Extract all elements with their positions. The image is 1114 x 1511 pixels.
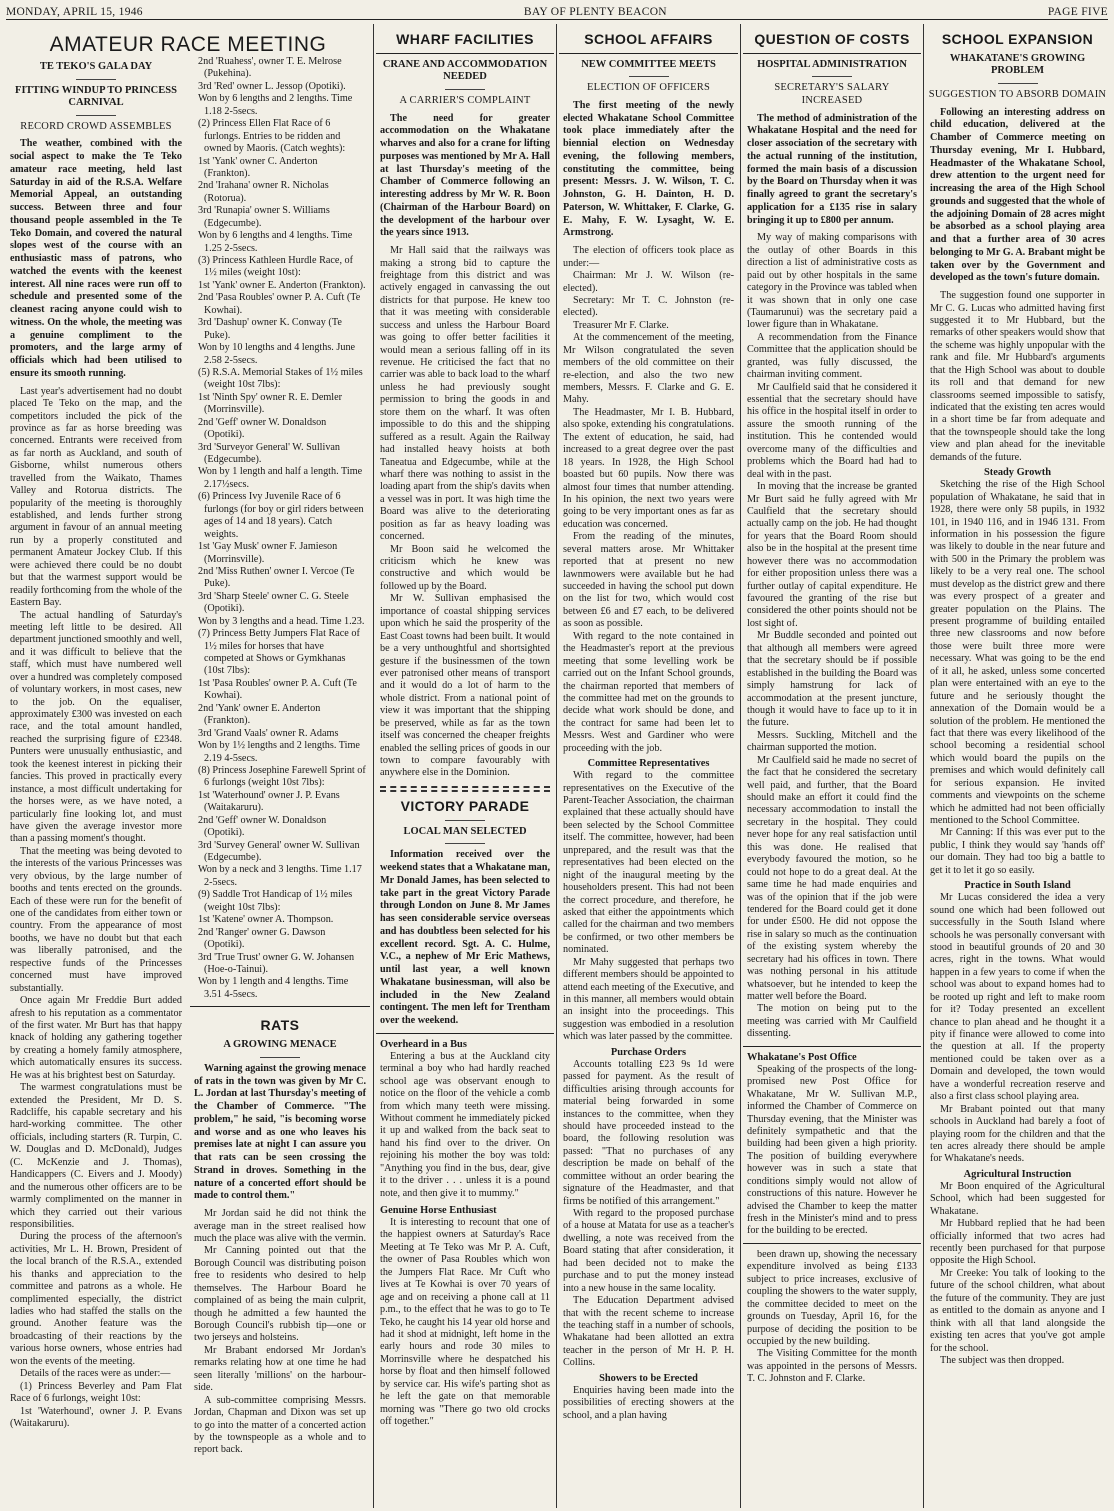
masthead-date: MONDAY, APRIL 15, 1946 xyxy=(6,6,143,18)
race-subhead-2: FITTING WINDUP TO PRINCESS CARNIVAL xyxy=(15,84,177,109)
victory-headline: VICTORY PARADE xyxy=(400,797,530,814)
school-paragraph: With regard to the committee representatives on the Executive of the Parent-Teacher Association, the chairman explained that these actually should have been selected by the School Committee itself. The committee, however, had been unprepared, and the result was that the representatives had been elected on the night of the inaugural meeting by the householders present. This had not been the correct procedure, and therefore, he asked that either the appointments which called for the chairman and two members be confirmed, or two other members be nominated. xyxy=(563,770,734,956)
rats-paragraph: Mr Brabant endorsed Mr Jordan's remarks relating how at one time he had seen literally 'millions' on the harbour-side. xyxy=(194,1344,366,1394)
column-rule xyxy=(740,24,741,1508)
costs-paragraph: A recommendation from the Finance Committee that the application should be granted, was fully discussed, the chairman inviting comment. xyxy=(747,331,917,381)
wharf-paragraph: Mr Hall said that the railways was making a strong bid to capture the freightage from this district and was actively engaged in canvassing the out districts for that purpose. He knew too that it was meeting with considerable success and unless the Harbour Board was going to offer better facilities it would mean a serious falling off in its revenue. He criticised the fact that no carrier was able to back load to the wharf unless he had previously sought permission to bring the goods in and store them on the wharf. It was often impossible to do this and the shipping suffered as a result. Again the Railway had installed heavy hoists at both Taneatua and Edgecumbe, while at the wharf there was nothing to assist in the loading apart from the ship's davits when a vessel was in port. It was high time the Board was alive to the deteriorating position as far as heavy loading was concerned. xyxy=(380,245,550,543)
expansion-subhead-2: SUGGESTION TO ABSORB DOMAIN xyxy=(928,88,1107,100)
wavy-divider xyxy=(380,786,550,792)
school-paragraph: Treasurer Mr F. Clarke. xyxy=(573,319,669,331)
costs-paragraph: Mr Caulfield said he made no secret of the fact that he considered the secretary well paid, and further, that the Board should make an effort it could find the necessary accommodation to install the secretary in the hospital. They could never hope for any real satisfaction until this was done. He realised that everybody favoured the motion, so he could not hope to do a great deal. At the same time he had made enquiries and was of the opinion that if the job were tendered for the Board could get it done for under £500. He did not oppose the rise in salary so much as the continuation of the existing system whereby the secretary had his offices in town. There was nothing personal in his attitude whatsoever, but he intended to keep the matter well before the Board. xyxy=(747,754,917,1003)
race-result: 1st 'Ninth Spy' owner R. E. Demler (Morrinsville). xyxy=(198,391,343,416)
school-heading-4: Showers to be Erected xyxy=(599,1372,698,1384)
costs-headline: QUESTION OF COSTS xyxy=(754,31,910,47)
wharf-lead: The need for greater accommodation on the Whakatane wharves and also for a crane for lifting purposes was mentioned by Mr A. Hall at last Thursday's meeting of the Chamber of Commerce following an interesting address by Mr W. R. Boon (Chairman of the Harbour Board) on the development of the harbour over the years since 1913. xyxy=(380,112,550,239)
race-result: 2nd 'Irahana' owner R. Nicholas (Rotorua). xyxy=(198,180,329,204)
race-result: Won by 6 lengths and 2 lengths. Time 1.18 2-5secs. xyxy=(198,93,353,117)
expansion-paragraph: Mr Boon enquired of the Agricultural School, which had been suggested for Whakatane. xyxy=(930,1180,1105,1217)
expansion-paragraph: Mr Canning: If this was ever put to the public, I think they would say 'hands off' our domain. They had too big a battle to get it to let it go so easily. xyxy=(930,827,1105,876)
column-4 xyxy=(559,25,738,1507)
school-paragraph: At the commencement of the meeting, Mr Wilson congratulated the seven members of the old committee on their re-election, and also the two new members, Messrs. F. Clarke and G. E. Mahy. xyxy=(563,332,734,406)
school-paragraph: The election of officers took place as under:— xyxy=(563,245,734,269)
column-5 xyxy=(743,25,921,1507)
race-result: 2nd 'Ruahess', owner T. E. Melrose (Pukehina). xyxy=(198,56,342,80)
divider xyxy=(376,53,554,54)
race-result: 2nd 'Geff' owner W. Donaldson (Opotiki). xyxy=(198,814,327,839)
victory-lead: Information received over the weekend states that a Whakatane man, Mr Donald James, has been selected to take part in the great Victory Parade through London on June 8. Mr James has seen considerable service overseas and has doubtless been selected for his excellent record. Sgt. A. C. Hulme, V.C., a nephew of Mr Eric Mathews, until last year, a well known Whakatane businessman, will also be included in the New Zealand contingent. The men left for Trentham over the weekend. xyxy=(380,849,550,1027)
divider xyxy=(376,1033,554,1034)
expansion-subhead-1: WHAKATANE'S GROWING PROBLEM xyxy=(949,52,1086,77)
school-paragraph: Enquiries having been made into the possibilities of erecting showers at the school, and a plan having xyxy=(563,1384,734,1421)
race-result: 1st 'Gay Musk' owner F. Jamieson (Morrinsville). xyxy=(198,541,338,565)
divider xyxy=(445,843,485,844)
divider xyxy=(743,1046,921,1047)
school-paragraph: With regard to the note contained in the Headmaster's report at the previous meeting that some levelling work be carried out on the Infant School grounds, the chairman reported that members of the committee had met on the grounds to decide what work should be done, and the contract for same had been let to Messrs. West and Gardiner who were proceeding with the job. xyxy=(563,630,734,754)
divider xyxy=(743,1243,921,1244)
bus-heading: Overheard in a Bus xyxy=(380,1038,467,1050)
race-paragraph: The actual handling of Saturday's meeting left little to be desired. All department junctioned smoothly and well, and it was difficult to believe that the staff, which must have numbered well over a hundred was completely composed of voluntary workers, in most cases, new to the job. On the equaliser, approximately £300 was invested on each race, and the total amount handled, reached the surprising figure of £2348. Punters were unusually enthusiastic, and took the keenest interest in picking their fancies. This proved in practically every instance, a most difficult undertaking for the horses were, as we have noted, a particularly fine looking lot, and must have given the average investor more than a passing moment's thought. xyxy=(10,609,182,845)
costs-subhead-2: SECRETARY'S SALARY INCREASED xyxy=(774,82,890,106)
race-result: 3rd 'Grand Vaals' owner R. Adams xyxy=(198,727,339,739)
school-paragraph: Mr Mahy suggested that perhaps two different members should be appointed to attend each meeting of the Executive, and in this manner, all members would obtain an insight into the proceedings. This suggestion was embodied in a resolution which was later passed by the committee. xyxy=(563,956,734,1043)
costs-subhead-1: HOSPITAL ADMINISTRATION xyxy=(757,58,907,70)
divider xyxy=(812,76,852,77)
race-result: 3rd 'Red' owner L. Jessop (Opotiki). xyxy=(198,80,346,92)
expansion-headline: SCHOOL EXPANSION xyxy=(941,31,1094,47)
race-result: Won by 10 lengths and 4 lengths. June 2.58 2-5secs. xyxy=(198,342,356,366)
post-office-heading: Whakatane's Post Office xyxy=(747,1051,857,1063)
rats-paragraph: A sub-committee comprising Messrs. Jordan, Chapman and Dixon was set up to go into the matter of a concerted action by the townspeople as a whole and to report back. xyxy=(194,1394,366,1456)
race-result: 1st 'Waterhound' owner J. P. Evans (Waitakaruru). xyxy=(198,789,340,814)
costs-paragraph: The motion on being put to the meeting was carried with Mr Caulfield dissenting. xyxy=(747,1003,917,1040)
column-rule xyxy=(373,24,374,1508)
expansion-paragraph: The suggestion found one supporter in Mr C. G. Lucas who admitted having first suggested it to Mr Hubbard, but the remarks of other speakers would show that the scheme was highly unpopular with the rank and file. Mr Hubbard's arguments that the High School was about to double its roll and that demand for new classrooms seemed impossible to satisfy, indicated that the existing ten acres would in a short time be far from adequate and that the townspeople should take the long view and plan ahead for the inevitable demands of the future. xyxy=(930,290,1105,463)
costs-paragraph: Mr Buddle seconded and pointed out that although all members were agreed that the secretary should be if possible established in the building the Board was simply hamstrung for lack of accommodation at the present juncture, though it would have to face up to it in the future. xyxy=(747,630,917,729)
divider xyxy=(190,1006,370,1007)
masthead-rule xyxy=(6,19,1108,20)
race-result: 2nd 'Miss Ruthen' owner I. Vercoe (Te Puke). xyxy=(198,565,355,590)
costs-paragraph: Messrs. Suckling, Mitchell and the chairman supported the motion. xyxy=(747,729,917,754)
showers-continued: been drawn up, showing the necessary expenditure involved as being £133 subject to price increases, exclusive of coupling the showers to the water supply, the committee decided to meet on the grounds on Tuesday, April 16, for the purpose of deciding the position to be occupied by the new building. xyxy=(747,1248,917,1347)
column-6 xyxy=(926,25,1109,1507)
rats-paragraph: Mr Jordan said he did not think the average man in the street realised how much the place was alive with the vermin. xyxy=(194,1208,366,1244)
school-paragraph: With regard to the proposed purchase of a house at Matata for use as a teacher's dwelling, a note was received from the Board stating that after consideration, it had been decided not to make the purchase and to put the money instead into a new house in the same locality. xyxy=(563,1208,734,1294)
school-paragraph: Secretary: Mr T. C. Johnston (re-elected). xyxy=(563,294,734,319)
rats-subhead: A GROWING MENACE xyxy=(223,1039,337,1051)
expansion-heading-4: Agricultural Instruction xyxy=(963,1168,1072,1180)
race-result: (3) Princess Kathleen Hurdle Race, of 1½ miles (weight 10st): xyxy=(198,255,354,279)
bus-paragraph: Entering a bus at the Auckland city terminal a boy who had hardly reached school age was observant enough to notice on the floor of the vehicle a comb from which many teeth were missing. Without comment he immediately picked it up and walked from the back seat to hand his find over to the driver. On rejoining his mother the boy was told: "Anything you find in the bus, dear, give it to the driver . . . unless it is a pound note, and then give it to mummy." xyxy=(380,1050,550,1199)
wharf-paragraph: Mr W. Sullivan emphasised the importance of coastal shipping services upon which he said the prosperity of the East Coast towns had been built. It would be a very unthoughtful and shortsighted gesture if the businessmen of the town ever patronised other means of transport and it would do a lot of harm to the whole district. From a national point of view it was important that the shipping be preserved, while as far as the town itself was concerned the cheaper freights enabled the selling prices of goods in our town to compare favourably with anywhere else in the Dominion. xyxy=(380,593,550,779)
divider xyxy=(998,83,1038,84)
race-result: Won by 1 length and 4 lengths. Time 3.51 4-5secs. xyxy=(198,976,349,1000)
race-result: 3rd 'True Trust' owner G. W. Johansen (Hoe-o-Tainui). xyxy=(198,951,355,975)
school-headline: SCHOOL AFFAIRS xyxy=(584,31,713,47)
race-result: (8) Princess Josephine Farewell Sprint of 6 furlongs (weight 10st 7lbs): xyxy=(198,764,366,789)
race-subhead-3: RECORD CROWD ASSEMBLES xyxy=(20,120,172,132)
school-heading-3: Purchase Orders xyxy=(610,1046,687,1058)
race-result: Won by 3 lengths and a head. Time 1.23. xyxy=(198,615,365,627)
horse-heading: Genuine Horse Enthusiast xyxy=(380,1205,497,1217)
school-heading-2: Committee Representatives xyxy=(587,758,710,770)
expansion-paragraph: Mr Creeke: You talk of looking to the future of the school children, what about the future of the community. They are just as entitled to the domain as anyone and I think with all that land alongside the existing ten acres that you've got ample for the school. xyxy=(930,1267,1105,1354)
race-result: 2nd 'Yank' owner E. Anderton (Frankton). xyxy=(198,702,321,727)
column-2 xyxy=(190,56,370,1508)
column-rule xyxy=(556,24,557,1508)
rats-headline: RATS xyxy=(260,1017,300,1034)
race-paragraph: During the process of the afternoon's activities, Mr L. H. Brown, President of the local branch of the R.S.A., extended his thanks and appreciation to the committee and patrons as a whole. He complimented especially, the district ladies who had staffed the stalls on the ground. Another feature was the broadcasting of their reactions by the various horse owners, whose entries had won the events of the meeting. xyxy=(10,1231,182,1367)
race-paragraph: The warmest congratulations must be extended the President, Mr D. S. Radcliffe, his capable secretary and his hard-working committee. The other officials, including starters (R. Turpin, C. W. Douglas and D. McDonald), Judges (C. McKenzie and J. Thomas), Handicappers (C. Eivers and J. Moody) and the numerous other officers are to be warmly complimented on the manner in which they carried out their various responsibilities. xyxy=(10,1082,182,1230)
horse-paragraph: It is interesting to recount that one of the happiest owners at Saturday's Race Meeting at Te Teko was Mr P. A. Cuft, the owner of Pasa Roubles which won the Jumpers Flat Race. Mr Cuft who lives at Te Kowhai is over 70 years of age and on receiving a phone call at 11 p.m., to the effect that he was to go to Te Teko, he caught his 14 year old horse and had it shod at midnight, left home in the early hours and rode 30 miles to Morrinsville where he despatched his horse by float and then himself followed by service car. His wife's parting shot as he left the gate on that memorable morning was "There go two old crocks off together." xyxy=(380,1217,550,1428)
race-result: Won by 1½ lengths and 2 lengths. Time 2.19 4-5secs. xyxy=(198,740,360,764)
race-lead: The weather, combined with the social aspect to make the Te Teko amateur race meeting, held last Saturday in aid of the R.S.A. Welfare Memorial Appeal, an outstanding success. Between three and four thousand people assembled in the Te Teko Domain, and covered the natural slopes west of the course with an enthusiastic mass of patrons, who watched the events with the keenest interest. All nine races were run off to schedule and presented some of the cleanest racing anyone could wish to witness. On the whole, the meeting was a genuine compliment to the promoters, and the large army of officials which had been utilised to ensure its smooth running. xyxy=(10,138,182,379)
expansion-heading-2: Steady Growth xyxy=(983,467,1052,479)
divider xyxy=(629,76,669,77)
divider xyxy=(76,79,116,80)
school-paragraph: Accounts totalling £23 9s 1d were passed for payment. As the result of difficulties arising through accounts for material being forwarded in some instances to the committee, when they should have proceeded instead to the board, the following resolution was passed: "That no purchases of any description be made on behalf of the committee without an order bearing the signature of the Headmaster, and that firms be notified of this arrangement." xyxy=(563,1058,734,1207)
divider xyxy=(260,1057,300,1058)
race-result: 1st 'Waterhound', owner J. P. Evans (Waitakaruru). xyxy=(10,1405,182,1429)
race-result: 2nd 'Pasa Roubles' owner P. A. Cuft (Te Kowhai). xyxy=(198,292,361,316)
school-lead: The first meeting of the newly elected Whakatane School Committee took place immediately after the biennial election on Wednesday evening, the following members, constituting the committee, being present: Messrs. J. W. Wilson, T. C. Johnston, G. H. Dainton, H. D. Paterson, W. Whittaker, F. Clarke, G. E. Mahy, F. W. Lysaght, W. E. Armstrong. xyxy=(563,99,734,239)
race-paragraph: Details of the races were as under:— xyxy=(20,1368,171,1380)
race-paragraph: That the meeting was being devoted to the interests of the various Princesses was very obvious, by the large number of booths and tents erected on the grounds. Each of these were run for the benefit of one of the candidates from either town or country. From the appearance of most booths, we have no doubt but that each was liberally patronised, and the respective funds of the Princesses concerned must have improved substantially. xyxy=(10,845,182,994)
race-result: 1st 'Katene' owner A. Thompson. xyxy=(198,914,334,926)
race-result: 3rd 'Dashup' owner K. Conway (Te Puke). xyxy=(198,317,342,341)
expansion-heading-3: Practice in South Island xyxy=(964,880,1071,892)
race-headline: AMATEUR RACE MEETING xyxy=(49,33,327,56)
school-subhead-1: NEW COMMITTEE MEETS xyxy=(581,58,716,70)
expansion-paragraph: Sketching the rise of the High School population of Whakatane, he said that in 1928, there were only 58 pupils, in 1932 101, in 1940 116, and in 1946 131. From information in his possession the figure was likely to double in the near future and with 500 in the Primary the problem was likely to be a very real one. The school must develop as the district grew and there was every prospect of a greater and greater population on the Plains. The present programme of building entailed three new classrooms and now before those were built three more were necessary. What was going to be the end of it all, he asked, unless some concerted plan were entertained with an eye to the future and he seriously thought the annexation of the Domain would be a solution of the problem. He mentioned the fact that there was every likelihood of the school becoming a residential school which would board the pupils on the premises and which would definitely call for serious expansion. He invited comments and viewpoints on the scheme which he admitted had not been officially mentioned to the School Committee. xyxy=(930,479,1105,827)
costs-lead: The method of administration of the Whakatane Hospital and the need for closer association of the secretary with the actual running of the institution, formed the main basis of a discussion by the Board on Thursday when it was finally agreed to grant the secretary's application for a £135 rise in salary bringing it up to £800 per annum. xyxy=(747,112,917,226)
race-result: (5) R.S.A. Memorial Stakes of 1½ miles (weight 10st 7lbs): xyxy=(198,366,363,391)
race-result: (6) Princess Ivy Juvenile Race of 6 furlongs (for boy or girl riders between ages of 14 and 18 years). Catch weights. xyxy=(198,491,364,540)
costs-paragraph: In moving that the increase be granted Mr Burt said he fully agreed with Mr Caulfield that the secretary should actually camp on the job. He had thought for years that the Board Room should also be in the hospital at the present time however there was no accommodation for either proposition unless there was a further outlay of capital expenditure. He favoured the granting of the rise but considered the other points should not be lost sight of. xyxy=(747,481,917,629)
masthead-page: PAGE FIVE xyxy=(1047,6,1108,18)
race-result: 2nd 'Geff' owner W. Donaldson (Opotiki). xyxy=(198,416,327,441)
race-result: 3rd 'Survey General' owner W. Sullivan (Edgecumbe). xyxy=(198,839,360,863)
race-paragraph: Once again Mr Freddie Burt added afresh to his reputation as a commentator of the first water. Mr Burt has that happy knack of holding any gathering together by creating a homely family atmosphere, which automatically ensures its success. He was at his brightest best on Saturday. xyxy=(10,995,182,1081)
column-3 xyxy=(376,25,554,1507)
race-result: (1) Princess Beverley and Pam Flat Race of 6 furlongs, weight 10st: xyxy=(10,1380,182,1405)
post-office-paragraph: Speaking of the prospects of the long-promised new Post Office for Whakatane, Mr W. Sullivan M.P., informed the Chamber of Commerce on Thursday evening, that the Minister was definitely sympathetic and that the building had been given a high priority. The position of building everywhere however was in such a state that conditions simply would not allow of constructions of this nature. However he advised the Chamber to keep the matter fresh in the Minister's mind and to press for the building to be erected. xyxy=(747,1063,917,1237)
race-result: 3rd 'Surveyor General' W. Sullivan (Edgecumbe). xyxy=(198,441,341,465)
wharf-headline: WHARF FACILITIES xyxy=(396,31,534,47)
race-result: Won by a neck and 3 lengths. Time 1.17 2-5secs. xyxy=(198,864,362,888)
rats-paragraph: Mr Canning pointed out that the Borough Council was distributing poison free to residents who desired to help themselves. The Harbour Board he complained of as being the main culprit, though he admitted a few haunted the Borough Council's rubbish tip—one or two jerseys and holsteins. xyxy=(194,1245,366,1344)
race-result: 3rd 'Runapia' owner S. Williams (Edgecumbe). xyxy=(198,205,330,229)
race-subhead-1: TE TEKO'S GALA DAY xyxy=(39,61,153,72)
divider xyxy=(445,89,485,90)
race-result: 1st 'Yank' owner C. Anderton (Frankton). xyxy=(198,155,318,179)
wharf-paragraph: Mr Boon said he welcomed the criticism which he knew was constructive and which would be followed up by the Board. xyxy=(380,543,550,592)
masthead-paper: BAY OF PLENTY BEACON xyxy=(523,6,667,18)
column-rule xyxy=(923,24,924,1508)
school-paragraph: The Education Department advised that with the recent scheme to increase the teaching staff in a number of schools, Whakatane had been allotted an extra teacher in the person of Mr H. P. H. Collins. xyxy=(563,1295,734,1369)
race-paragraph: Last year's advertisement had no doubt placed Te Teko on the map, and the competitors included the pick of the province as far as horse breeding was concerned. Entrants were received from as far north as Auckland, and south of Gisborne, whilst numerous others travelled from the Waikato, Thames Valley and Rotorua districts. The popularity of the meeting is thoroughly established, and lends further strong argument in favour of an annual meeting run by a properly constituted and permanent Amateur Jockey Club. If this were achieved there could be no doubt but that the warmest support would be readily forthcoming from the whole of the Eastern Bay. xyxy=(10,385,183,609)
race-result: Won by 1 length and half a length. Time 2.17½secs. xyxy=(198,466,363,490)
race-result: (7) Princess Betty Jumpers Flat Race of 1½ miles for horses that have competed at Shows or Gymkhanas (10st 7lbs): xyxy=(198,628,360,677)
school-paragraph: From the reading of the minutes, several matters arose. Mr Whittaker reported that at present no new lawnmowers were available but he had succeeded in having the school put down on the list for two, which would cost between £6 and £7 each, to be delivered as soon as possible. xyxy=(563,531,734,630)
race-result: Won by 6 lengths and 4 lengths. Time 1.25 2-5secs. xyxy=(198,230,353,254)
divider xyxy=(445,820,485,821)
expansion-paragraph: Mr Brabant pointed out that many schools in Auckland had barely a foot of playing room for the children and that the ten acres already there should be ample for Whakatane's needs. xyxy=(930,1103,1105,1165)
wharf-subhead-2: A CARRIER'S COMPLAINT xyxy=(399,94,531,106)
divider xyxy=(76,115,116,116)
race-result: 2nd 'Ranger' owner G. Dawson (Opotiki). xyxy=(198,926,326,951)
divider xyxy=(559,53,738,54)
expansion-paragraph: Mr Lucas considered the idea a very sound one which had been followed out successfully in the South Island where schools he was personally conversant with stood in beautiful grounds of 20 and 30 acres, right in the towns. What would happen in a few years to come if when the school was about to expand homes had to be rooted up right and left to make room for it? Today presented an excellent chance to plan ahead and he thought it a pity if finance were allowed to come into the question at all. If the property mentioned could be taken over as a Domain and developed, the town would have a wonderful recreation reserve and also a first class school playing area. xyxy=(930,892,1105,1103)
school-paragraph: The Headmaster, Mr I. B. Hubbard, also spoke, extending his congratulations. The extent of education, he said, had increased to a great degree over the past 18 years. In 1928, the High School boasted but 60 pupils. Now there was almost four times that number attending. In his opinion, the next two years were going to be very important ones as far as education was concerned. xyxy=(563,406,734,530)
race-result: 3rd 'Sharp Steele' owner C. G. Steele (Opotiki). xyxy=(198,590,349,615)
masthead xyxy=(6,4,1108,18)
column-1 xyxy=(6,56,186,1508)
school-paragraph: Chairman: Mr J. W. Wilson (re-elected). xyxy=(563,270,734,294)
race-result: (2) Princess Ellen Flat Race of 6 furlongs. Entries to be ridden and owned by Maoris. (Catch weghts): xyxy=(198,118,346,155)
showers-continued: The Visiting Committee for the month was appointed in the persons of Messrs. T. C. Johnston and F. Clarke. xyxy=(747,1348,917,1385)
divider xyxy=(743,53,921,54)
expansion-lead: Following an interesting address on child education, delivered at the Chamber of Commerce meeting on Thursday evening, Mr I. Hubbard, Headmaster of the Whakatane School, drew attention to the urgent need for increasing the area of the High School grounds and suggested that the whole of the adjoining Domain of 28 acres might be absorbed as a school playing area and that a further area of 30 acres belonging to Mr G. A. Brabant might be taken over by the Government and developed as the town's future domain. xyxy=(930,106,1105,284)
expansion-paragraph: Mr Hubbard replied that he had been officially informed that two acres had recently been purchased for that purpose opposite the High School. xyxy=(930,1218,1105,1267)
costs-paragraph: My way of making comparisons with the outlay of other Boards in this direction a list of administrative costs as paid out by other hospitals in the same category in the Province was tabled when it was shown that in only one case (Taumarunui) was the secretary paid a lower figure than in Whakatane. xyxy=(747,232,917,331)
race-result: 1st 'Pasa Roubles' owner P. A. Cuft (Te Kowhai). xyxy=(198,677,357,702)
victory-subhead: LOCAL MAN SELECTED xyxy=(403,825,527,837)
school-subhead-2: ELECTION OF OFFICERS xyxy=(586,82,710,94)
rats-lead: Warning against the growing menace of rats in the town was given by Mr C. L. Jordan at last Thursday's meeting of the Chamber of Commerce. "The problem," he said, "is becoming worse and worse and as one who leaves his premises late at night I can assure you that rats can be seen crossing the Strand in droves. Something in the nature of a concerted effort should be made to control them." xyxy=(194,1062,366,1202)
expansion-paragraph: The subject was then dropped. xyxy=(940,1354,1065,1366)
race-result: 1st 'Yank' owner E. Anderton (Frankton). xyxy=(198,279,366,291)
wharf-subhead-1: CRANE AND ACCOMMODATION NEEDED xyxy=(382,58,548,83)
race-result: (9) Saddle Trot Handicap of 1½ miles (weight 10st 7lbs): xyxy=(198,889,353,913)
costs-paragraph: Mr Caulfield said that he considered it essential that the secretary should have his office in the hospital itself in order to assure the smooth running of the institution. This he contended would overcome many of the difficulties and problems which the Board had had to deal with in the past. xyxy=(747,381,917,480)
